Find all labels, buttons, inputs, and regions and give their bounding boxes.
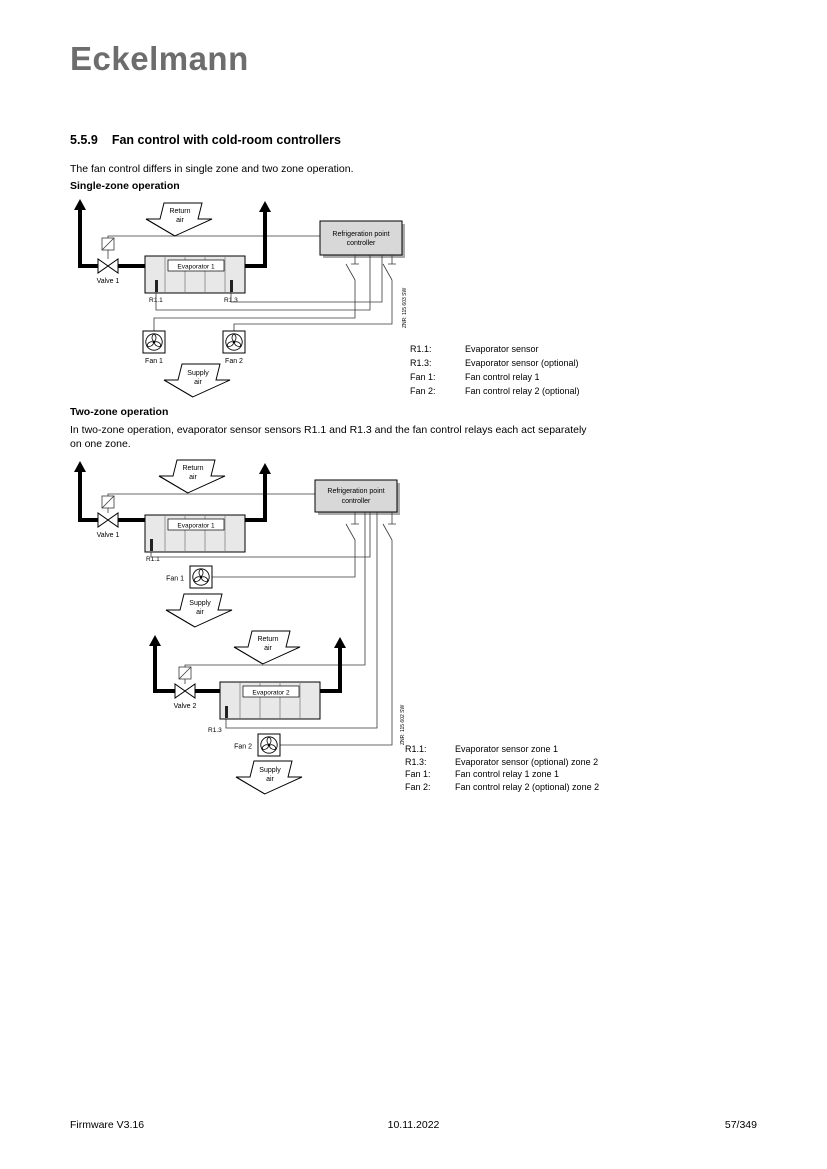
footer-firmware-version: Firmware V3.16 (70, 1119, 145, 1131)
return-air-label-1: Return (169, 208, 191, 215)
zone2-arrowhead-right (334, 637, 346, 648)
zone1-supply-air-label-2: air (196, 609, 204, 616)
return-air-label-2: air (176, 217, 184, 224)
sensor-r13 (230, 280, 233, 292)
zone1-supply-air-arrow (162, 594, 236, 627)
legend-row (405, 757, 599, 770)
supply-air-label-1: Supply (187, 370, 209, 377)
controller-label-2: controller (341, 498, 371, 505)
page-footer (70, 1119, 757, 1131)
fan-1-label: Fan 1 (166, 575, 184, 583)
refrigeration-point-controller (320, 221, 405, 258)
controller-label-1: Refrigeration point (327, 488, 385, 495)
footer-page-number: 57/349 (724, 1119, 757, 1131)
two-zone-legend (405, 744, 599, 794)
controller-label-1: Refrigeration point (332, 231, 390, 238)
valve1-control-wire (108, 494, 315, 513)
fan-2-symbol (223, 331, 245, 353)
suction-pipe-right (245, 210, 265, 266)
valve-1-label: Valve 1 (96, 532, 120, 539)
fan-2-label: Fan 2 (234, 743, 252, 751)
suction-pipe-left (80, 208, 98, 266)
zone1-arrowhead-left (74, 461, 86, 472)
pipe-arrowhead-right (259, 201, 271, 212)
supply-air-arrow (160, 364, 234, 397)
valve-2-label: Valve 2 (173, 703, 197, 710)
refrigeration-point-controller (315, 480, 400, 515)
single-zone-legend (410, 344, 580, 400)
r13-wire (231, 255, 382, 302)
valve-1-symbol (98, 259, 118, 273)
evaporator-2-label: Evaporator 2 (252, 689, 290, 697)
pipe-arrowhead-left (74, 199, 86, 210)
section-number: 5.5.9 (70, 133, 98, 147)
legend-key: Fan 2: (410, 386, 436, 396)
zone2-arrowhead-left (149, 635, 161, 646)
fan-1-label: Fan 1 (145, 358, 163, 365)
legend-value: Fan control relay 1 zone 1 (455, 769, 560, 779)
sensor-r11 (150, 539, 153, 551)
r11-label: R1.1 (146, 556, 160, 563)
legend-key: Fan 2: (405, 781, 431, 792)
return-air-arrow (142, 203, 216, 236)
r13-label: R1.3 (208, 727, 222, 734)
drawing-number: ZNR: 115 602 SW (400, 704, 406, 745)
legend-key: R1.3: (410, 358, 432, 368)
legend-value: Evaporator sensor (optional) zone 2 (455, 756, 599, 767)
legend-value: Evaporator sensor (optional) (465, 358, 579, 368)
valve-1-label: Valve 1 (96, 278, 120, 285)
legend-value: Fan control relay 1 (465, 372, 540, 382)
legend-row (410, 372, 580, 386)
two-zone-paragraph-line1: In two-zone operation, evaporator sensor sensors R1.1 and R1.3 and the fan control relays each act separately (70, 424, 587, 436)
r13-label: R1.3 (224, 297, 238, 304)
footer-date: 10.11.2022 (387, 1119, 440, 1131)
single-zone-subheading: Single-zone operation (70, 180, 180, 192)
sensor-r13 (225, 706, 228, 718)
two-zone-subheading: Two-zone operation (70, 406, 169, 418)
legend-key: R1.1: (410, 344, 432, 354)
eckelmann-logo: Eckelmann (70, 40, 249, 77)
zone2-suction-pipe-right (320, 646, 340, 691)
drawing-number: ZNR: 115 603 SW (402, 287, 408, 328)
zone2-return-air-arrow (230, 631, 304, 664)
legend-value: Evaporator sensor (465, 344, 539, 354)
evaporator-1-label: Evaporator 1 (177, 263, 215, 271)
fan-2-label: Fan 2 (225, 358, 243, 365)
r11-label: R1.1 (149, 297, 163, 304)
zone1-supply-air-label-1: Supply (189, 600, 211, 607)
fan-2-symbol (258, 734, 280, 756)
evaporator-1 (145, 515, 245, 552)
evaporator-1 (145, 256, 245, 293)
legend-key: Fan 1: (405, 769, 431, 779)
legend-key: R1.1: (405, 744, 427, 754)
controller-label-2: controller (346, 240, 376, 247)
zone2-return-air-label-1: Return (257, 636, 279, 643)
zone2-suction-pipe-left (155, 644, 175, 691)
two-zone-paragraph-line2: on one zone. (70, 438, 131, 450)
zone2-supply-air-label-2: air (266, 776, 274, 783)
intro-paragraph: The fan control differs in single zone and two zone operation. (70, 163, 354, 175)
zone2-supply-air-arrow (232, 761, 306, 794)
zone1-suction-pipe-left (80, 470, 98, 520)
legend-row (405, 782, 599, 795)
legend-row (410, 386, 580, 400)
fan-1-symbol (190, 566, 212, 588)
zone1-return-air-label-1: Return (182, 465, 204, 472)
zone1-suction-pipe-right (245, 472, 265, 520)
legend-key: Fan 1: (410, 372, 436, 382)
two-zone-paragraph (70, 423, 770, 451)
valve-2-symbol (175, 684, 195, 698)
legend-value: Fan control relay 2 (optional) (465, 386, 580, 396)
evaporator-2 (220, 682, 320, 719)
single-zone-schematic (70, 198, 690, 410)
legend-key: R1.3: (405, 756, 427, 767)
evaporator-1-label: Evaporator 1 (177, 522, 215, 530)
single-zone-diagram (70, 198, 690, 410)
legend-value: Evaporator sensor zone 1 (455, 744, 559, 754)
legend-row (405, 769, 599, 782)
section-heading (70, 133, 341, 147)
zone1-return-air-arrow (155, 460, 229, 493)
legend-row (410, 358, 580, 372)
zone1-return-air-label-2: air (189, 474, 197, 481)
legend-row (405, 744, 599, 757)
zone2-supply-air-label-1: Supply (259, 767, 281, 774)
zone1-arrowhead-right (259, 463, 271, 474)
legend-value: Fan control relay 2 (optional) zone 2 (455, 781, 600, 792)
sensor-r11 (155, 280, 158, 292)
section-title: Fan control with cold-room controllers (111, 133, 341, 147)
legend-row (410, 344, 580, 358)
fan-1-symbol (143, 331, 165, 353)
valve-1-symbol (98, 513, 118, 527)
two-zone-diagram (70, 458, 710, 810)
two-zone-schematic (70, 458, 710, 810)
supply-air-label-2: air (194, 379, 202, 386)
zone2-return-air-label-2: air (264, 645, 272, 652)
